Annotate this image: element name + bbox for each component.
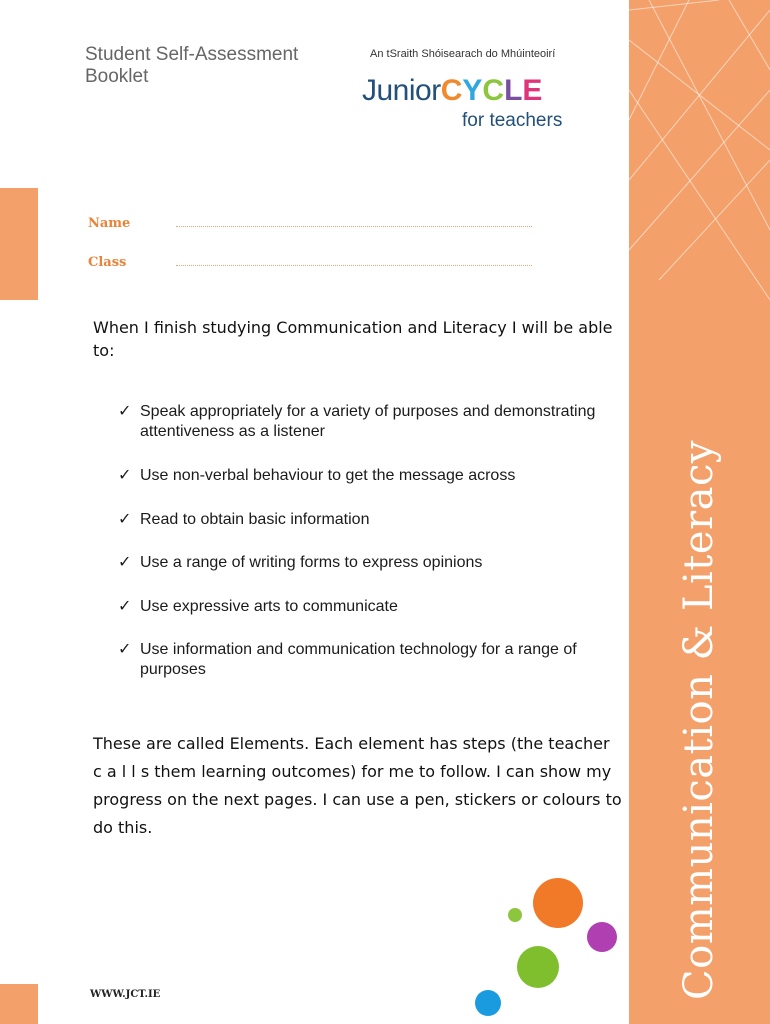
checklist-item: ✓ Use information and communication technology for a range of purposes bbox=[118, 641, 577, 678]
logo-cycle-letter: C bbox=[440, 74, 463, 107]
footer-website: WWW.JCT.IE bbox=[90, 989, 161, 1000]
check-icon: ✓ bbox=[118, 554, 132, 571]
logo-cycle-letter: E bbox=[522, 74, 543, 107]
logo-cycle-letter: C bbox=[482, 74, 505, 107]
class-field-line[interactable] bbox=[176, 265, 532, 266]
page-header-title: Student Self-Assessment Booklet bbox=[85, 44, 299, 87]
logo-tagline: An tSraith Shóisearach do Mhúinteoirí bbox=[370, 48, 556, 60]
purple-dot bbox=[587, 922, 617, 952]
name-field-line[interactable] bbox=[176, 226, 532, 227]
checklist-item: ✓ Use a range of writing forms to express opinions bbox=[118, 554, 483, 571]
check-icon: ✓ bbox=[118, 511, 132, 528]
logo-subtitle: for teachers bbox=[462, 110, 563, 131]
name-label: Name bbox=[88, 216, 131, 231]
outro-text: These are called Elements. Each element has steps (the teacher c a l l s them learning outcomes) for me to follow. I can show my progress on the next pages. I can use a pen, stickers or colours to do this. bbox=[93, 734, 622, 837]
check-icon: ✓ bbox=[118, 598, 132, 615]
side-title: Communication & Literacy bbox=[676, 440, 722, 1000]
logo-junior: Junior bbox=[362, 74, 441, 107]
checklist-item: ✓ Speak appropriately for a variety of purposes and demonstrating attentiveness as a listener bbox=[118, 403, 596, 440]
intro-text: When I finish studying Communication and Literacy I will be able to: bbox=[93, 318, 613, 360]
check-icon: ✓ bbox=[118, 403, 132, 420]
logo-cycle-letter: Y bbox=[462, 74, 483, 107]
check-icon: ✓ bbox=[118, 467, 132, 484]
checklist-item: ✓ Use expressive arts to communicate bbox=[118, 598, 398, 615]
logo-cycle bbox=[441, 74, 543, 107]
class-label: Class bbox=[88, 255, 127, 270]
orange-dot bbox=[533, 878, 583, 928]
side-title-panel bbox=[629, 0, 770, 1024]
checklist-item: ✓ Use non-verbal behaviour to get the message across bbox=[118, 467, 516, 484]
green-dot bbox=[517, 946, 559, 988]
check-icon: ✓ bbox=[118, 641, 132, 658]
decorative-orange-footer-bar bbox=[0, 984, 38, 1024]
logo-cycle-letter: L bbox=[504, 74, 523, 107]
lime-dot bbox=[508, 908, 522, 922]
logo-wordmark bbox=[362, 74, 542, 108]
blue-dot bbox=[475, 990, 501, 1016]
decorative-orange-bar bbox=[0, 188, 38, 300]
checklist-item: ✓ Read to obtain basic information bbox=[118, 511, 370, 528]
